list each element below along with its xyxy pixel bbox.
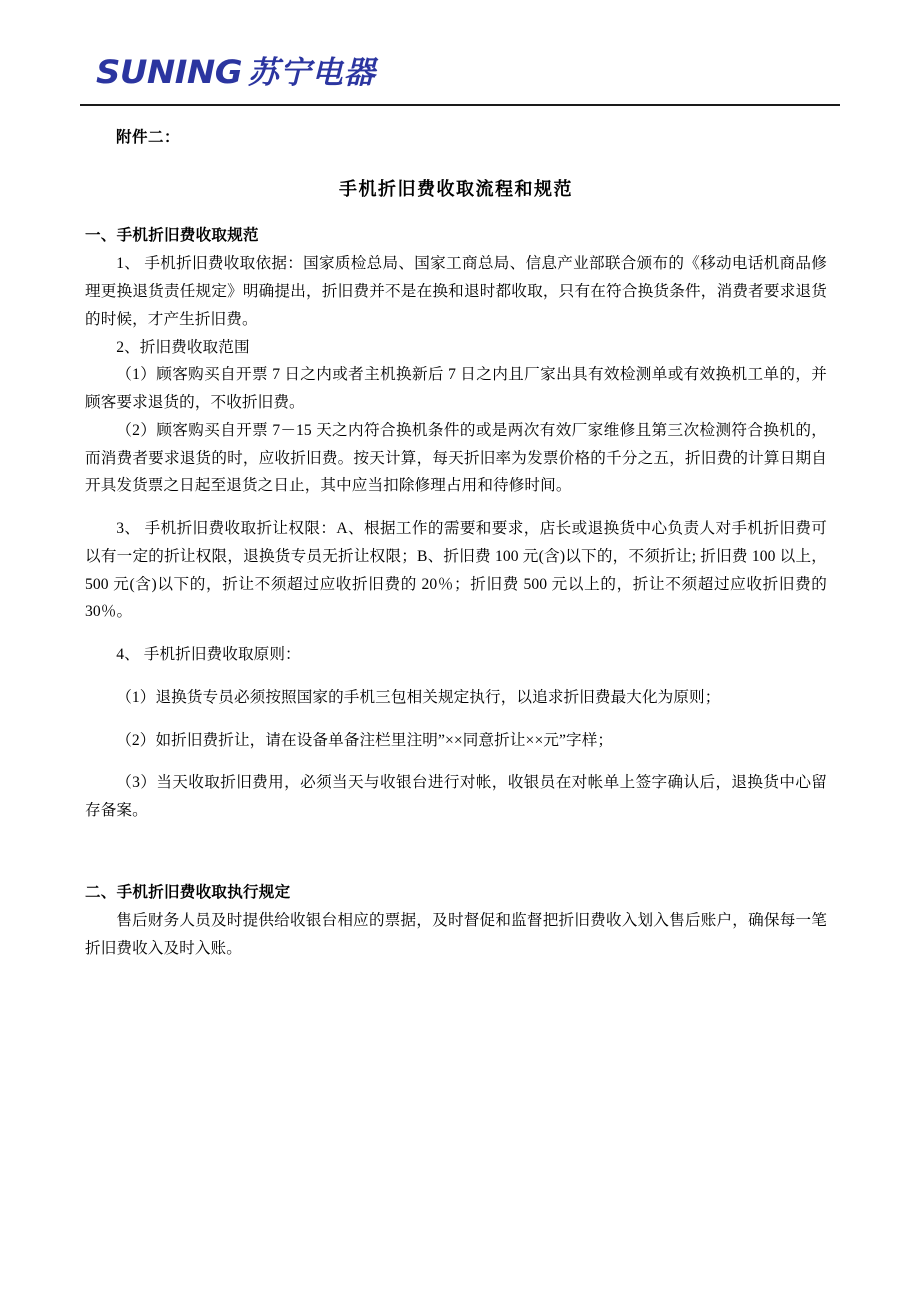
letterhead	[0, 0, 920, 112]
attachment-label: 附件二：	[116, 129, 181, 146]
paragraph: 4、 手机折旧费收取原则：	[116, 646, 301, 664]
page-title: 手机折旧费收取流程和规范	[339, 179, 573, 200]
suning-logo	[96, 53, 376, 91]
paragraph: 2、折旧费收取范围	[116, 338, 250, 356]
paragraph: 1、 手机折旧费收取依据：国家质检总局、国家工商总局、信息产业部联合颁布的《移动电话机商品修理更换退货责任规定》明确提出，折旧费并不是在换和退时都收取，只有在符合换货条件，消费者要求退货的时候，才产生折旧费。	[85, 255, 827, 328]
paragraph: （1）退换货专员必须按照国家的手机三包相关规定执行，以追求折旧费最大化为原则；	[116, 688, 721, 706]
header-divider	[80, 104, 840, 106]
paragraph: 3、 手机折旧费收取折让权限：A、根据工作的需要和要求，店长或退换货中心负责人对手机折旧费可以有一定的折让权限，退换货专员无折让权限；B、折旧费 100 元(含)以下的，不须折让; 折旧费 100 以上，500 元(含)以下的，折让不须超过应收折旧费的 20％；折旧费 500 元以上的，折让不须超过应收折旧费的 30％。	[85, 520, 827, 621]
paragraph: （3）当天收取折旧费用，必须当天与收银台进行对帐，收银员在对帐单上签字确认后，退换货中心留存备案。	[85, 774, 827, 820]
paragraph: （2）如折旧费折让，请在设备单备注栏里注明”××同意折让××元”字样；	[116, 731, 614, 749]
section-heading-1: 一、手机折旧费收取规范	[85, 227, 259, 245]
paragraph: （2）顾客购买自开票 7－15 天之内符合换机条件的或是两次有效厂家维修且第三次检测符合换机的，而消费者要求退货的时，应收折旧费。按天计算，每天折旧率为发票价格的千分之五，折旧费的计算日期自开具发货票之日起至退货之日止，其中应当扣除修理占用和待修时间。	[85, 421, 827, 495]
section-spacer	[85, 825, 827, 881]
section-heading-2: 二、手机折旧费收取执行规定	[85, 883, 291, 901]
logo-cjk-wordmark: 苏宁电器	[247, 55, 376, 91]
logo-latin-wordmark: SUNING	[96, 53, 243, 91]
document-body	[85, 124, 827, 962]
paragraph: （1）顾客购买自开票 7 日之内或者主机换新后 7 日之内且厂家出具有效检测单或有效换机工单的，并顾客要求退货的，不收折旧费。	[85, 366, 827, 412]
paragraph: 售后财务人员及时提供给收银台相应的票据，及时督促和监督把折旧费收入划入售后账户，确保每一笔折旧费收入及时入账。	[85, 911, 827, 957]
